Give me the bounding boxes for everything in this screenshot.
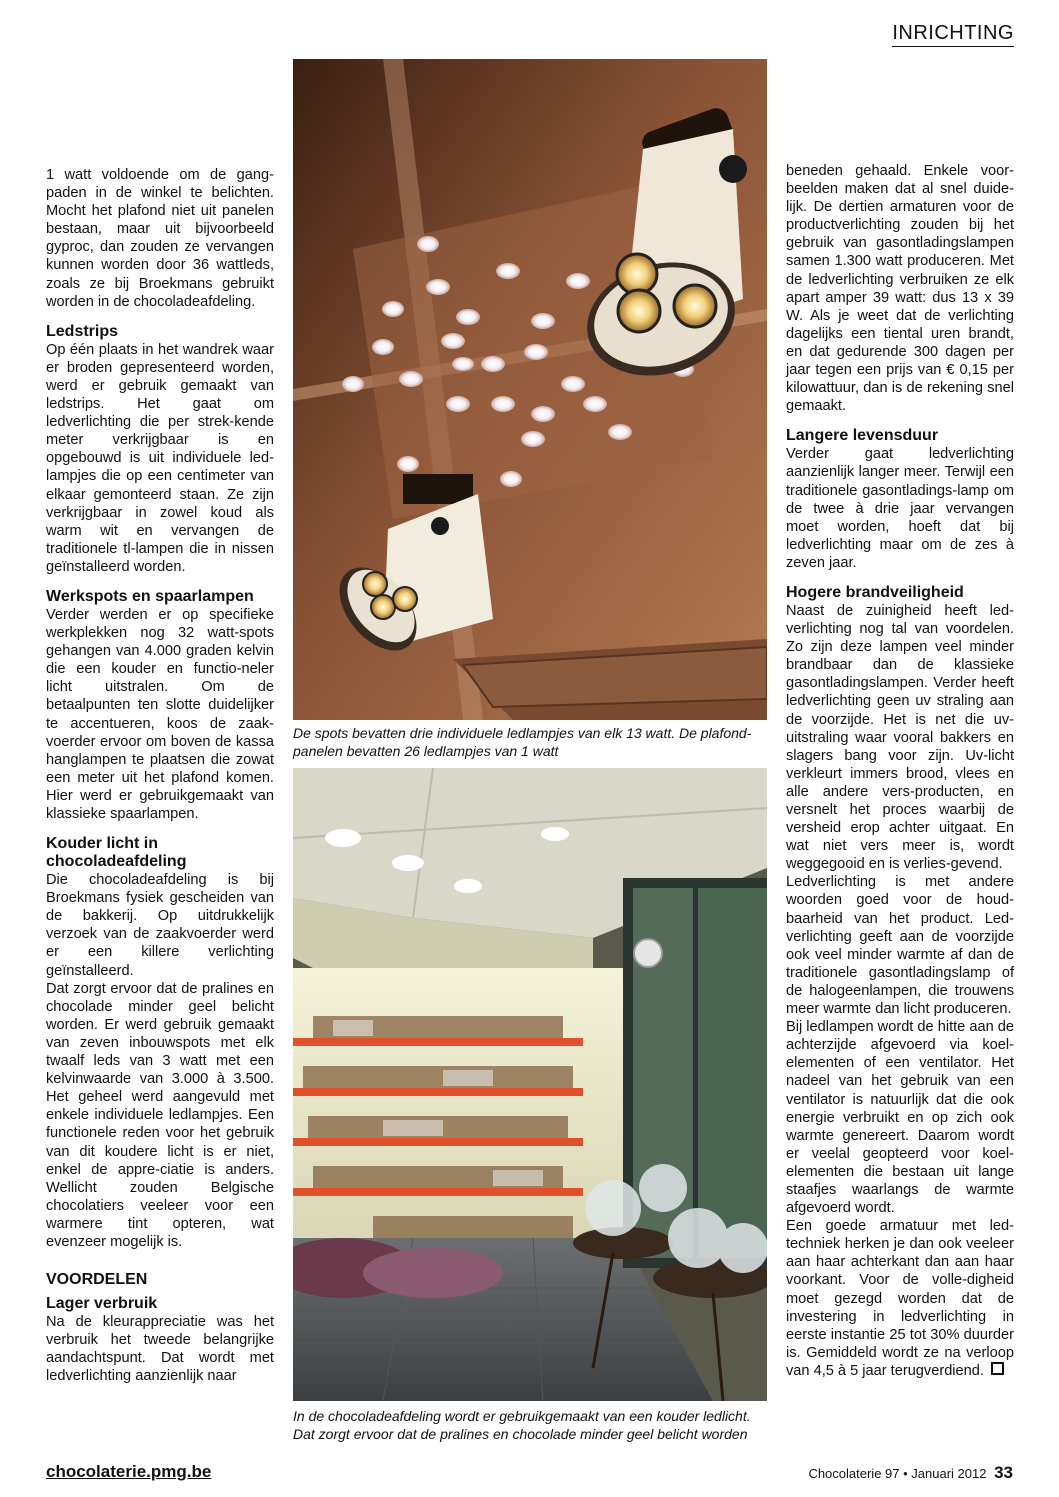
paragraph: Die chocoladeafdeling is bij Broekmans fysiek gescheiden van de bakkerij. Op uitdrukkelijk verzoek van de zaakvoerder werd er een killere verlichting geïnstalleerd. <box>46 872 274 979</box>
paragraph: Verder gaat ledverlichting aanzienlijk langer meer. Terwijl een traditionele gasontladings-lamp om de twee à drie jaar vervangen moet worden, hoeft dat bij ledverlichting maar om de zes à zeven jaar. <box>786 446 1014 571</box>
paragraph <box>786 1217 1014 1380</box>
page-number: 33 <box>994 1463 1013 1482</box>
photo-caption-top: De spots bevatten drie individuele ledlampjes van elk 13 watt. De plafond-panelen bevatten 26 ledlampjes van 1 watt <box>293 725 752 759</box>
heading-voordelen: VOORDELEN <box>46 1271 148 1289</box>
photo-ceiling-spots <box>293 59 767 720</box>
footer-issue <box>808 1463 1013 1483</box>
article-column-right <box>786 162 1014 1380</box>
paragraph: Dat zorgt ervoor dat de pralines en chocolade minder geel belicht worden. Er werd gebruik gemaakt van zeven inbouwspots met elk twaalf leds van 3 watt met een kelvinwaarde van 3.000 à 3.500. Het geheel werd aangevuld met enkele individuele ledlampjes. Een functionele reden voor het gebruik van dit koudere licht is er niet, enkel de appre-ciatie is anders. Wellicht zouden Belgische chocolatiers veeleer voor een warmere tint opteren, wat evenzeer mogelijk is. <box>46 980 274 1250</box>
article-column-left <box>46 166 274 1385</box>
paragraph: Naast de zuinigheid heeft led-verlichting nog tal van voordelen. Zo zijn deze lampen veel minder brandbaar dan de klassieke gasontladingslampen. Verder heeft ledverlichting geen uv straling aan de voorzijde. Het is net die uv-uitstraling waar vooral bakkers en slagers bang voor zijn. Uv-licht verkleurt immers brood, vlees en alle andere vers-producten, en versnelt het proces waarbij de versheid erop achter uitgaat. En wat niet vers meer is, wordt weggegooid en is verlies-gevend. <box>786 602 1014 873</box>
footer-website-link[interactable]: chocolaterie.pmg.be <box>46 1462 212 1481</box>
paragraph: Ledverlichting is met andere woorden goed voor de houd-baarheid van het product. Led-verlichting geeft aan de voorzijde ook veel minder warmte af dan de traditionele gasontladingslamp of de halogeenlampen, die trouwens meer warmte dan licht produceren. <box>786 874 1014 1018</box>
end-mark-icon <box>991 1362 1004 1375</box>
shop-illustration <box>293 768 767 1401</box>
ceiling-illustration <box>293 59 767 720</box>
photo-caption-bottom: In de chocoladeafdeling wordt er gebruikgemaakt van een kouder ledlicht. Dat zorgt ervoor dat de pralines en chocolade minder geel belicht worden <box>293 1408 751 1442</box>
paragraph: 1 watt voldoende om de gang-paden in de winkel te belichten. Mocht het plafond niet uit panelen bestaan, maar uit bijvoorbeeld gyproc, dan zouden ze vervangen kunnen worden door 36 wattleds, zoals ze bij Broekmans gebruikt worden in de chocoladeafdeling. <box>46 167 274 310</box>
paragraph: Verder werden er op specifieke werkplekken nog 32 watt-spots gehangen van 4.000 graden kelvin die een kouder en functio-neler licht uitstralen. Om de betaalpunten ten slotte duidelijker te accentueren, koos de zaak-voerder ervoor om boven de kassa hanglampen te plaatsen die zowat een meter uit het plafond komen. Hier werd er gebruikgemaakt van klassieke spaarlampen. <box>46 606 274 822</box>
paragraph: Op één plaats in het wandrek waar er broden gepresenteerd worden, werd er gebruik gemaakt van ledstrips. Het gaat om ledverlichting die per strek-kende meter verkrijgbaar is en opgebouwd is uit individuele led-lampjes die op een centimeter van elkaar gemonteerd staan. Ze zijn verkrijgbaar in zowel koud als warm wit en vervangen de traditionele tl-lampen die in nissen geïnstalleerd worden. <box>46 341 274 575</box>
paragraph-end: Een goede armatuur met led-techniek herken je dan ook veeleer aan haar achterkant dan aan haar voorkant. Voor de volle-digheid moet gezegd worden dat de investering in ledverlichting in eerste instantie 25 tot 30% duurder is. Gemiddeld wordt ze na verloop van 4,5 à 5 jaar terugverdiend. <box>786 1218 1014 1379</box>
subheading-werkspots: Werkspots en spaarlampen <box>46 587 254 605</box>
photo-chocolate-department <box>293 768 767 1401</box>
paragraph: Bij ledlampen wordt de hitte aan de achterzijde afgevoerd via koel-elementen of een ventilator. Het nadeel van het gebruik van een ventilator is natuurlijk dat die ook energie verbruikt en op zich ook warmte genereert. Daarom wordt er veelal geopteerd voor koel-elementen die bestaan uit lange staafjes waarlangs de warmte afgevoerd wordt. <box>786 1019 1014 1217</box>
section-label: INRICHTING <box>892 22 1014 47</box>
subheading-lager-verbruik: Lager verbruik <box>46 1295 158 1313</box>
issue-label: Chocolaterie 97 • Januari 2012 <box>808 1466 987 1481</box>
paragraph: Na de kleurappreciatie was het verbruik het tweede belangrijke aandachtspunt. Dat wordt met ledverlichting aanzienlijk naar <box>46 1314 274 1385</box>
paragraph: beneden gehaald. Enkele voor-beelden maken dat al snel duide-lijk. De dertien armaturen voor de productverlichting zouden bij het gebruik van gasontladingslampen samen 1.300 watt produceren. Met de ledverlichting verbruiken ze elk apart amper 39 watt: dus 13 x 39 W. Als je weet dat de verlichting dagelijks een tiental uren brandt, en dat gedurende 300 dagen per jaar tegen een prijs van € 0,15 per kilowattuur, dan is de rekening snel gemaakt. <box>786 163 1014 415</box>
subheading-langere-levensduur: Langere levensduur <box>786 427 939 445</box>
subheading-kouder-licht: Kouder licht in chocoladeafdeling <box>46 835 187 871</box>
subheading-ledstrips: Ledstrips <box>46 322 119 340</box>
subheading-hogere-brandveiligheid: Hogere brandveiligheid <box>786 583 964 601</box>
